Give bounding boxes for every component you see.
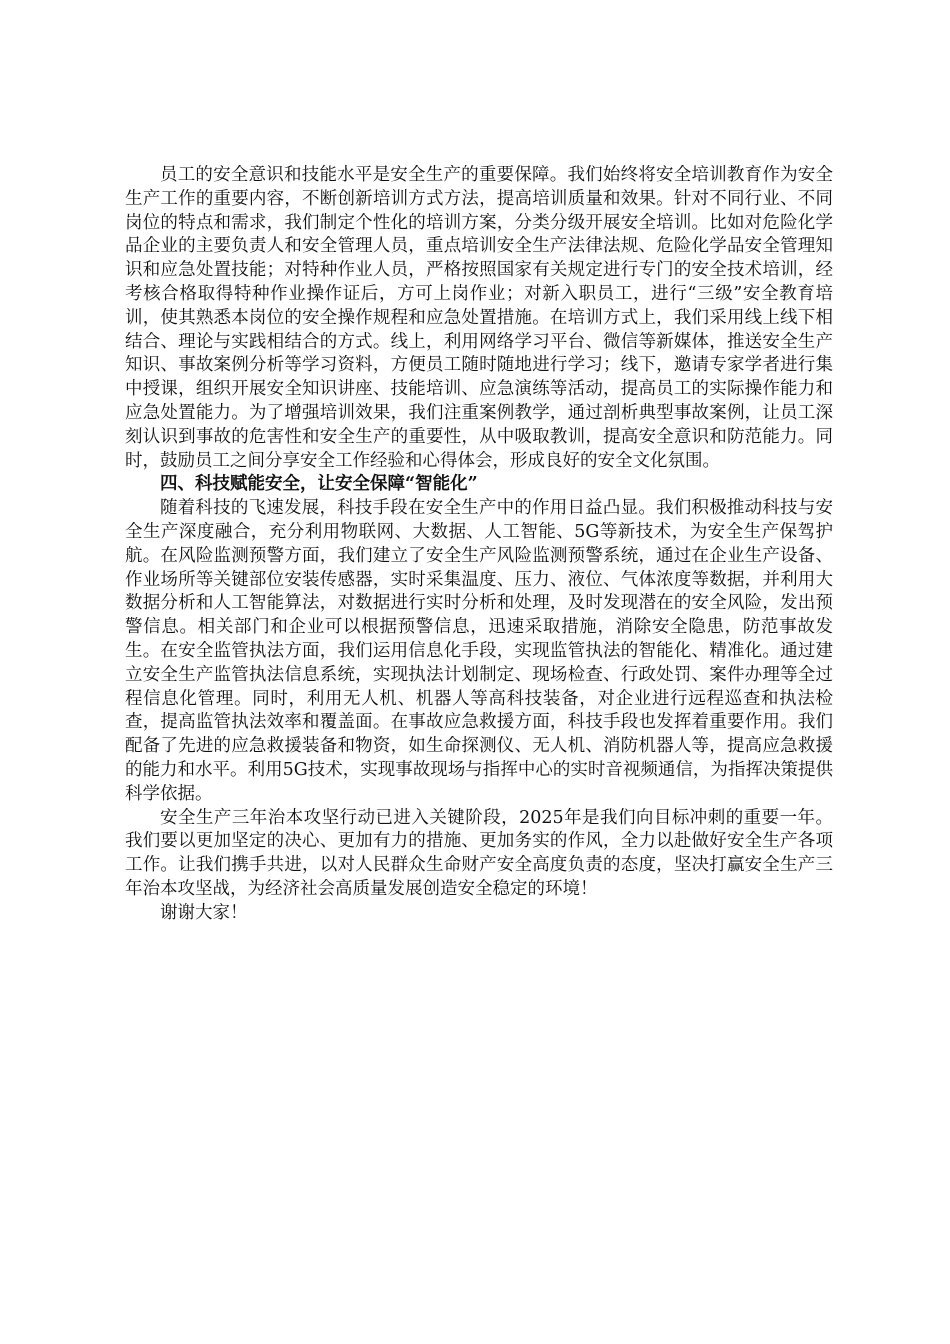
document-body xyxy=(125,164,833,926)
paragraph-safety-training: 员工的安全意识和技能水平是安全生产的重要保障。我们始终将安全培训教育作为安全生产工作的重要内容，不断创新培训方式方法，提高培训质量和效果。针对不同行业、不同岗位的特点和需求，我们制定个性化的培训方案，分类分级开展安全培训。比如对危险化学品企业的主要负责人和安全管理人员，重点培训安全生产法律法规、危险化学品安全管理知识和应急处置技能；对特种作业人员，严格按照国家有关规定进行专门的安全技术培训，经考核合格取得特种作业操作证后，方可上岗作业；对新入职员工，进行“三级”安全教育培训，使其熟悉本岗位的安全操作规程和应急处置措施。在培训方式上，我们采用线上线下相结合、理论与实践相结合的方式。线上，利用网络学习平台、微信等新媒体，推送安全生产知识、事故案例分析等学习资料，方便员工随时随地进行学习；线下，邀请专家学者进行集中授课，组织开展安全知识讲座、技能培训、应急演练等活动，提高员工的实际操作能力和应急处置能力。为了增强培训效果，我们注重案例教学，通过剖析典型事故案例，让员工深刻认识到事故的危害性和安全生产的重要性，从中吸取教训，提高安全意识和防范能力。同时，鼓励员工之间分享安全工作经验和心得体会，形成良好的安全文化氛围。 xyxy=(125,165,833,471)
closing-thanks: 谢谢大家！ xyxy=(160,902,248,923)
section-heading-technology: 四、科技赋能安全，让安全保障“智能化” xyxy=(160,474,478,495)
paragraph-conclusion: 安全生产三年治本攻坚行动已进入关键阶段，2025年是我们向目标冲刺的重要一年。我们要以更加坚定的决心、更加有力的措施、更加务实的作风，全力以赴做好安全生产各项工作。让我们携手共进，以对人民群众生命财产安全高度负责的态度，坚决打赢安全生产三年治本攻坚战，为经济社会高质量发展创造安全稳定的环境！ xyxy=(125,807,833,899)
paragraph-technology-safety: 随着科技的飞速发展，科技手段在安全生产中的作用日益凸显。我们积极推动科技与安全生产深度融合，充分利用物联网、大数据、人工智能、5G等新技术，为安全生产保驾护航。在风险监测预警方面，我们建立了安全生产风险监测预警系统，通过在企业生产设备、作业场所等关键部位安装传感器，实时采集温度、压力、液位、气体浓度等数据，并利用大数据分析和人工智能算法，对数据进行实时分析和处理，及时发现潜在的安全风险，发出预警信息。相关部门和企业可以根据预警信息，迅速采取措施，消除安全隐患，防范事故发生。在安全监管执法方面，我们运用信息化手段，实现监管执法的智能化、精准化。通过建立安全生产监管执法信息系统，实现执法计划制定、现场检查、行政处罚、案件办理等全过程信息化管理。同时，利用无人机、机器人等高科技装备，对企业进行远程巡查和执法检查，提高监管执法效率和覆盖面。在事故应急救援方面，科技手段也发挥着重要作用。我们配备了先进的应急救援装备和物资，如生命探测仪、无人机、消防机器人等，提高应急救援的能力和水平。利用5G技术，实现事故现场与指挥中心的实时音视频通信，为指挥决策提供科学依据。 xyxy=(125,498,833,804)
